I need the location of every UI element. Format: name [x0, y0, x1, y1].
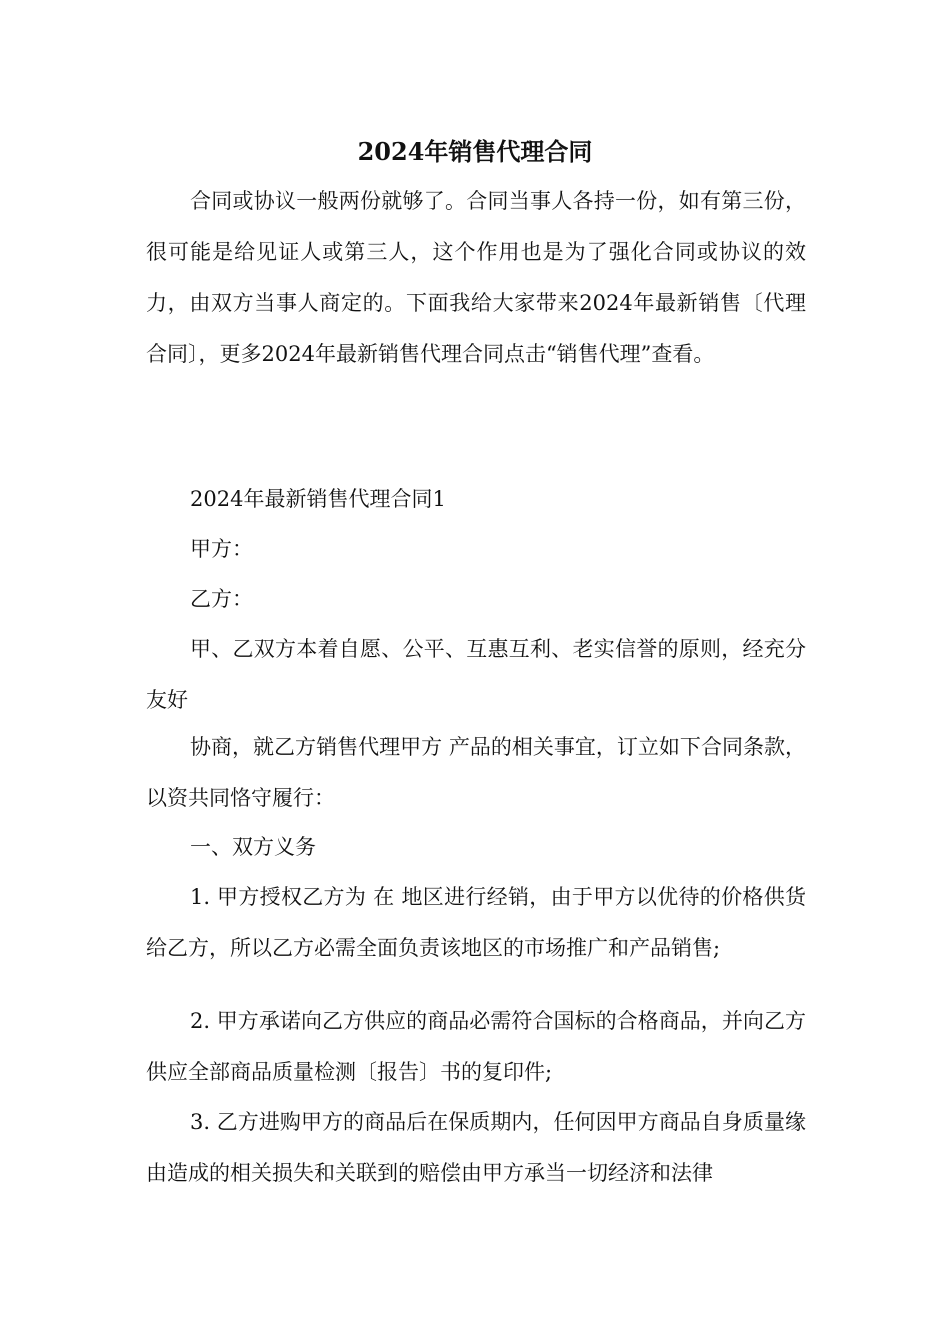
party-a-label: 甲方：	[190, 537, 253, 561]
section-heading: 2024年最新销售代理合同1	[190, 487, 446, 511]
article-heading: 一、双方义务	[190, 835, 316, 859]
party-b-label: 乙方：	[190, 587, 253, 611]
document-title: 2024年销售代理合同	[357, 137, 593, 166]
principle-paragraph: 甲、乙双方本着自愿、公平、互惠互利、老实信誉的原则，经充分友好	[146, 637, 806, 712]
clause-2: 2. 甲方承诺向乙方供应的商品必需符合国标的合格商品，并向乙方供应全部商品质量检测〔报告〕书的复印件;	[146, 1009, 806, 1084]
intro-paragraph: 合同或协议一般两份就够了。合同当事人各持一份，如有第三份，很可能是给见证人或第三人，这个作用也是为了强化合同或协议的效力，由双方当事人商定的。下面我给大家带来2024年最新销售〔代理合同〕，更多2024年最新销售代理合同点击“销售代理”查看。	[146, 189, 806, 366]
clause-3: 3. 乙方进购甲方的商品后在保质期内，任何因甲方商品自身质量缘由造成的相关损失和关联到的赔偿由甲方承当一切经济和法律	[146, 1110, 806, 1185]
clause-1: 1. 甲方授权乙方为 在 地区进行经销，由于甲方以优待的价格供货给乙方，所以乙方必需全面负责该地区的市场推广和产品销售;	[146, 885, 806, 960]
negotiation-paragraph: 协商，就乙方销售代理甲方 产品的相关事宜，订立如下合同条款，以资共同恪守履行：	[146, 735, 806, 810]
